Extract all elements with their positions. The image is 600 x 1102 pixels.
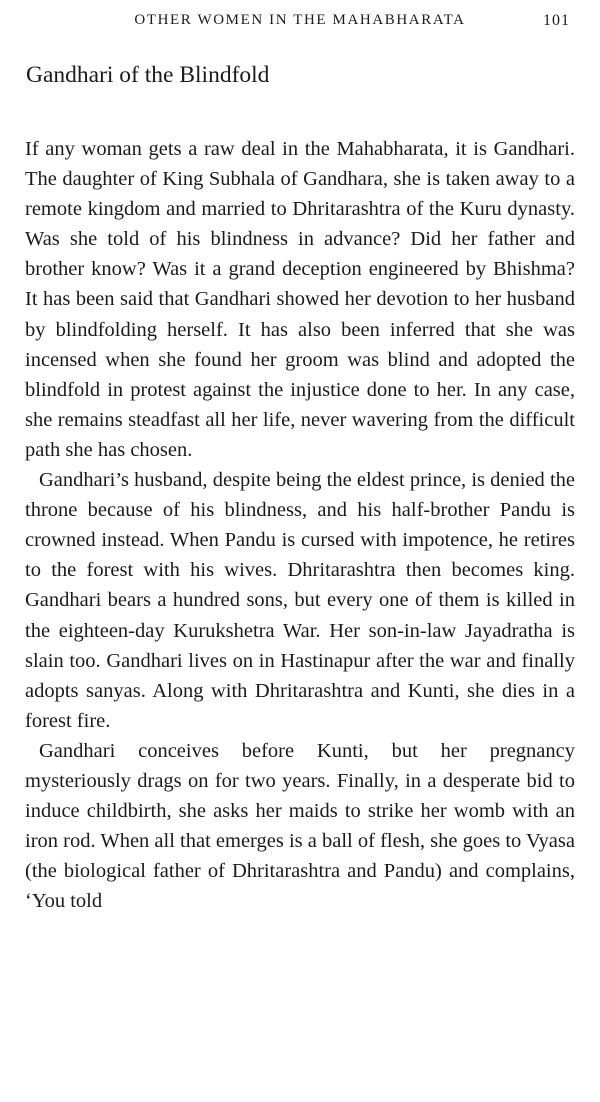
paragraph-2: Gandhari’s husband, despite being the eldest prince, is denied the throne because of his blindness, and his half-brother Pandu is crowned instead. When Pandu is cursed with impotence, he retires to the forest with his wives. Dhritarashtra then becomes king. Gandhari bears a hundred sons, but every one of them is killed in the eighteen-day Kurukshetra War. Her son-in-law Jayadratha is slain too. Gandhari lives on in Hastinapur after the war and finally adopts sanyas. Along with Dhritarashtra and Kunti, she dies in a forest fire. (25, 469, 575, 732)
paragraph-3: Gandhari conceives before Kunti, but her pregnancy mysteriously drags on for two years. Finally, in a desperate bid to induce childbirth, she asks her maids to strike her womb with an iron rod. When all that emerges is a ball of flesh, she goes to Vyasa (the biological father of Dhritarashtra and Pandu) and complains, ‘You told (25, 739, 575, 913)
body-text (25, 134, 575, 916)
page-number: 101 (543, 12, 570, 29)
paragraph-1: If any woman gets a raw deal in the Mahabharata, it is Gandhari. The daughter of King Subhala of Gandhara, she is taken away to a remote kingdom and married to Dhritarashtra of the Kuru dynasty. Was she told of his blindness in advance? Did her father and brother know? Was it a grand deception engineered by Bhishma? It has been said that Gandhari showed her devotion to her husband by blindfolding herself. It has also been inferred that she was incensed when she found her groom was blind and adopted the blindfold in protest against the injustice done to her. In any case, she remains steadfast all her life, never wavering from the difficult path she has chosen. (25, 138, 575, 461)
section-title: Gandhari of the Blindfold (26, 62, 270, 88)
running-head (0, 12, 600, 36)
running-title: OTHER WOMEN IN THE MAHABHARATA (134, 12, 466, 28)
